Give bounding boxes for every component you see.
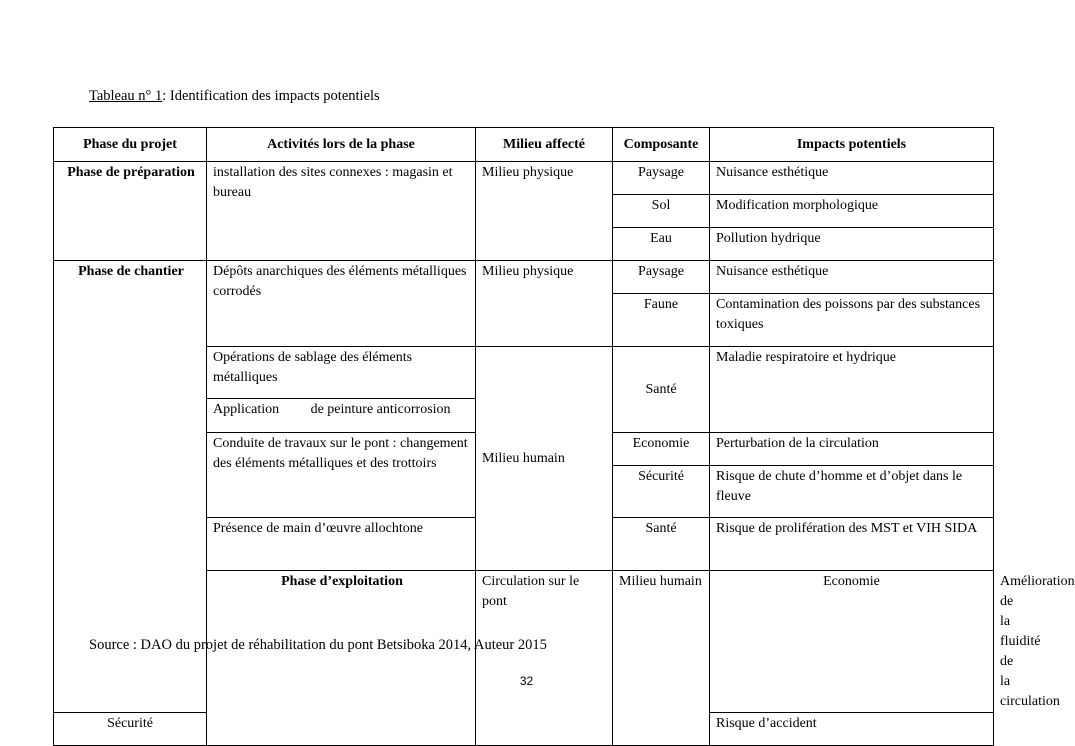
table-caption: [89, 88, 380, 105]
table-row: [54, 162, 994, 195]
phase-cell: Phase de préparation: [54, 162, 207, 261]
impact-cell: Risque de prolifération des MST et VIH SIDA: [710, 518, 994, 571]
source-note: Source : DAO du projet de réhabilitation du pont Betsiboka 2014, Auteur 2015: [89, 637, 547, 653]
phase-cell: Phase de chantier: [54, 261, 207, 713]
activity-cell: Opérations de sablage des éléments métalliques: [207, 347, 476, 399]
composante-cell: Sécurité: [613, 466, 710, 518]
composante-cell: Faune: [613, 294, 710, 347]
composante-cell: Santé: [613, 347, 710, 433]
caption-label: Tableau n° 1: [89, 88, 163, 104]
phase-cell: Phase d’exploitation: [207, 571, 476, 746]
header-composante: Composante: [613, 128, 710, 162]
impact-cell: Contamination des poissons par des substances toxiques: [710, 294, 994, 347]
impact-cell: Risque de chute d’homme et d’objet dans le fleuve: [710, 466, 994, 518]
header-phase: Phase du projet: [54, 128, 207, 162]
activity-cell: Dépôts anarchiques des éléments métalliques corrodés: [207, 261, 476, 347]
activity-cell: Circulation sur le pont: [476, 571, 613, 746]
impact-cell: Risque d’accident: [710, 713, 994, 746]
milieu-cell: Milieu physique: [476, 162, 613, 261]
header-row: [54, 128, 994, 162]
composante-cell: Eau: [613, 228, 710, 261]
composante-cell: Paysage: [613, 261, 710, 294]
activity-cell: Application de peinture anticorrosion: [207, 399, 476, 433]
activity-cell: Conduite de travaux sur le pont : changement des éléments métalliques et des trottoirs: [207, 433, 476, 518]
header-milieu: Milieu affecté: [476, 128, 613, 162]
impact-cell: Modification morphologique: [710, 195, 994, 228]
table-row: Phase d’exploitation Circulation sur le pont Milieu humain Economie Amélioration de la fluidité de la circulation: [54, 571, 994, 713]
activity-cell: installation des sites connexes : magasin et bureau: [207, 162, 476, 261]
caption-text: : Identification des impacts potentiels: [162, 88, 380, 104]
page-number: 32: [519, 674, 534, 688]
impact-cell: Maladie respiratoire et hydrique: [710, 347, 994, 433]
table-row: [54, 261, 994, 294]
composante-cell: Sécurité: [54, 713, 207, 746]
milieu-cell: Milieu humain: [476, 347, 613, 571]
impact-cell: Nuisance esthétique: [710, 261, 994, 294]
composante-cell: Paysage: [613, 162, 710, 195]
milieu-cell: Milieu physique: [476, 261, 613, 347]
composante-cell: Economie: [613, 433, 710, 466]
activity-cell: Présence de main d’œuvre allochtone: [207, 518, 476, 571]
header-activities: Activités lors de la phase: [207, 128, 476, 162]
milieu-cell: Milieu humain: [613, 571, 710, 746]
composante-cell: Santé: [613, 518, 710, 571]
composante-cell: Sol: [613, 195, 710, 228]
header-impacts: Impacts potentiels: [710, 128, 994, 162]
composante-cell: Economie: [710, 571, 994, 713]
impact-cell: Perturbation de la circulation: [710, 433, 994, 466]
impact-cell: Nuisance esthétique: [710, 162, 994, 195]
impact-cell: Pollution hydrique: [710, 228, 994, 261]
